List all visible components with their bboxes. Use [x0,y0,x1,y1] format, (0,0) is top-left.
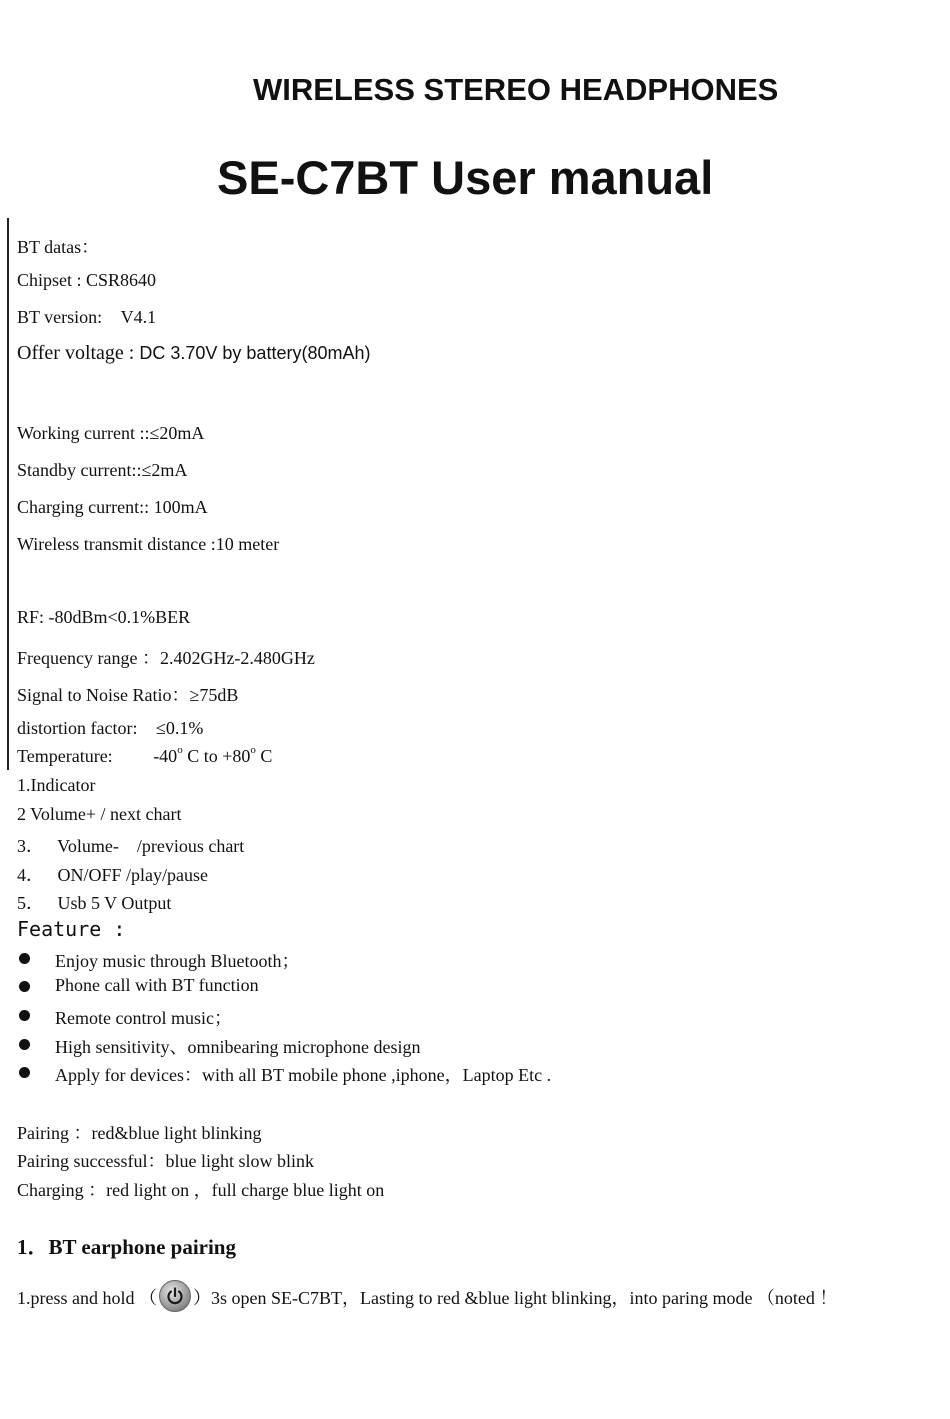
spec-distortion [17,718,203,739]
margin-rule [7,218,9,770]
spec-bt-version-label: BT version: [17,307,103,327]
spec-transmit-distance: Wireless transmit distance :10 meter [17,534,280,554]
feature-item: Phone call with BT function [55,975,259,995]
pairing-step-before: 1.press and hold （ [17,1288,157,1308]
temp-end: C [255,746,273,766]
temp-low: -40 [153,746,178,766]
bullet-icon [19,1010,30,1021]
spec-offer-voltage-label: Offer voltage : [17,342,140,364]
feature-heading: Feature : [17,917,126,941]
bullet-icon [19,981,30,992]
document-title: SE-C7BT User manual [217,151,714,204]
control-item: 3． Volume- /previous chart [17,836,245,856]
feature-item: Remote control music； [55,1008,232,1028]
light-pairing: Pairing ：red&blue light blinking [17,1123,262,1143]
control-item: 1.Indicator [17,775,96,795]
feature-item: High sensitivity、omnibearing microphone design [55,1037,421,1057]
degree-mark: o [250,744,256,756]
section-heading: 1．BT earphone pairing [17,1235,236,1259]
spec-temperature [17,746,272,767]
bullet-icon [19,1039,30,1050]
specs-heading: BT datas： [17,237,100,257]
spec-working-current: Working current ::≤20mA [17,423,205,443]
control-item: 2 Volume+ / next chart [17,804,182,824]
temp-mid: C to +80 [182,746,251,766]
control-item: 5． Usb 5 V Output [17,893,172,913]
spec-snr: Signal to Noise Ratio：≥75dB [17,685,239,705]
spec-standby-current: Standby current::≤2mA [17,460,188,480]
feature-item: Apply for devices：with all BT mobile phone ,iphone，Laptop Etc . [55,1065,552,1085]
spec-charging-current: Charging current:: 100mA [17,497,208,517]
spec-temperature-label: Temperature: [17,746,113,766]
light-pairing-success: Pairing successful：blue light slow blink [17,1151,314,1171]
bullet-icon [19,953,30,964]
spec-distortion-label: distortion factor: [17,718,138,738]
feature-item: Enjoy music through Bluetooth； [55,951,300,971]
degree-mark: o [177,744,183,756]
spec-bt-version [17,307,156,328]
spec-distortion-value: ≤0.1% [155,718,204,738]
document-subtitle: WIRELESS STEREO HEADPHONES [253,72,779,107]
pairing-step [17,1280,837,1312]
spec-frequency: Frequency range ：2.402GHz-2.480GHz [17,648,315,668]
spec-bt-version-value: V4.1 [120,307,157,327]
power-button-icon [159,1280,191,1312]
spec-offer-voltage-value: DC 3.70V by battery(80mAh) [139,343,371,363]
pairing-step-after: ）3s open SE-C7BT，Lasting to red &blue light blinking，into paring mode （noted ！ [192,1288,838,1308]
spec-offer-voltage [17,342,370,365]
bullet-icon [19,1067,30,1078]
light-charging: Charging ：red light on ，full charge blue light on [17,1180,385,1200]
spec-rf: RF: -80dBm<0.1%BER [17,607,191,627]
control-item: 4． ON/OFF /play/pause [17,865,208,885]
spec-chipset: Chipset : CSR8640 [17,270,157,290]
spec-temperature-value [153,746,272,766]
